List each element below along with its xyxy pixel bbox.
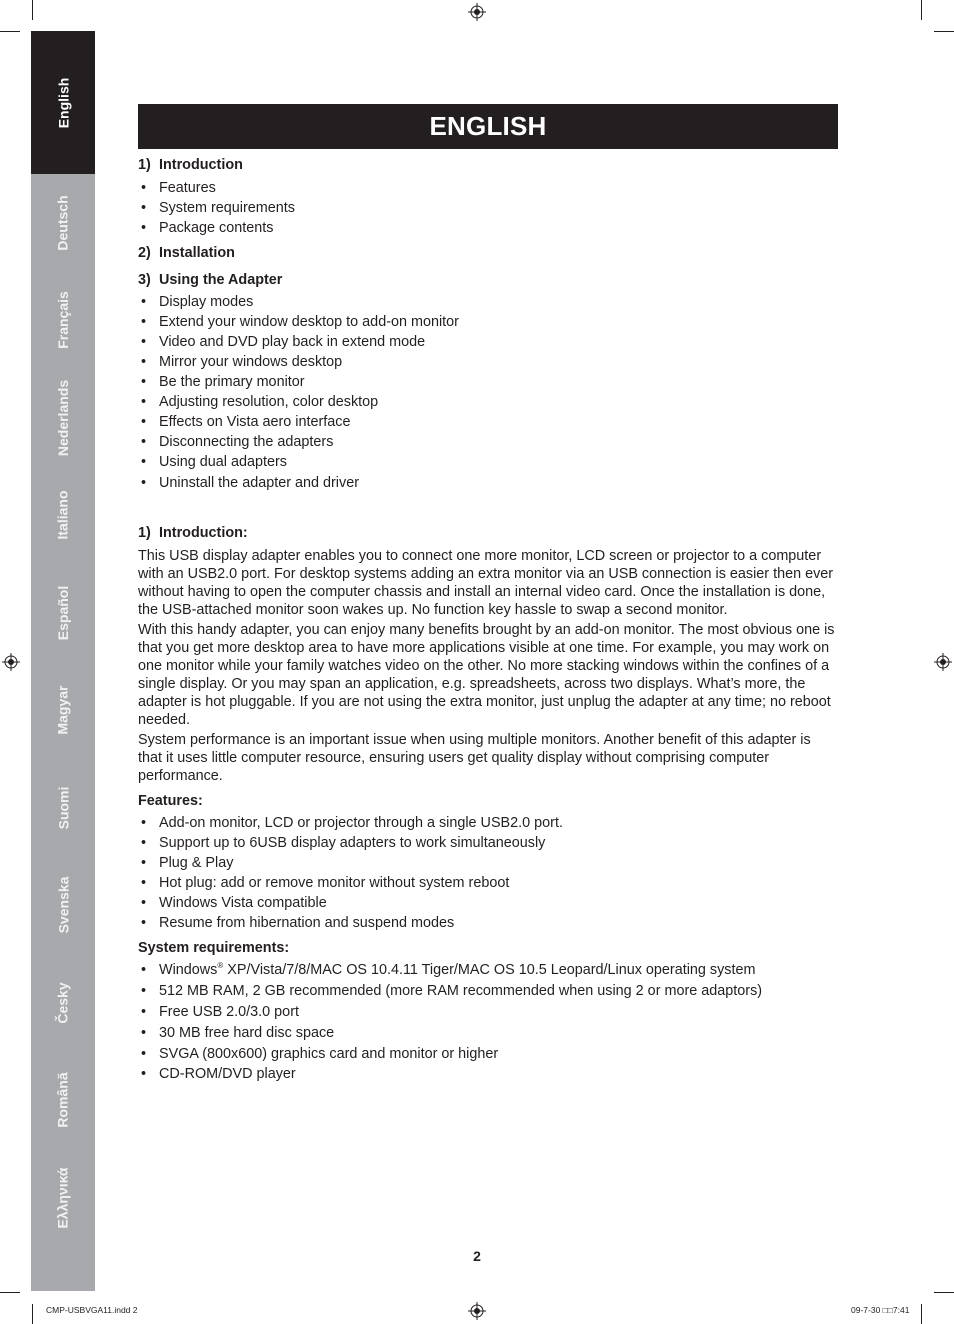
heading-number: 1) (138, 525, 151, 541)
os-prefix: Windows (159, 962, 218, 978)
tab-svenska[interactable] (31, 856, 95, 953)
list-item: • System requirements (138, 199, 838, 217)
list-item: • Extend your window desktop to add-on monitor (138, 313, 838, 331)
tab-label: Ελληνικά (55, 1166, 71, 1229)
list-item: • 512 MB RAM, 2 GB recommended (more RAM recommended when using 2 or more adaptors) (138, 982, 838, 1000)
features-list (138, 814, 838, 932)
list-item: • Support up to 6USB display adapters to work simultaneously (138, 834, 838, 852)
tab-nederlands[interactable] (31, 369, 95, 466)
list-item: • Mirror your windows desktop (138, 353, 838, 371)
intro-paragraph: With this handy adapter, you can enjoy many benefits brought by an add-on monitor. The most obvious one is that you get more desktop area to have more applications visible at one time. For example, you may work on one monitor while your family watches video on the other. No more stacking windows within the confines of a single display. Or you may span an application, e.g. spreadsheets, across two displays. What’s more, the adapter is hot pluggable. If you are not using the extra monitor, just unplug the adapter at any time; no reboot needed. (138, 622, 835, 728)
section-header (138, 104, 838, 149)
tab-label: Español (55, 585, 71, 640)
crop-mark (921, 1304, 922, 1324)
list-item: • Features (138, 179, 838, 197)
crop-mark (0, 31, 20, 32)
file-slug: CMP-USBVGA11.indd 2 (46, 1305, 138, 1315)
page-number: 2 (473, 1248, 481, 1264)
tab-label: English (55, 77, 71, 128)
crop-mark (0, 1292, 20, 1293)
features-heading: Features: (138, 793, 203, 809)
tab-english[interactable] (31, 31, 95, 174)
list-item: • Resume from hibernation and suspend modes (138, 914, 838, 932)
list-item: • Effects on Vista aero interface (138, 413, 838, 431)
list-item (138, 961, 838, 979)
list-item: • Adjusting resolution, color desktop (138, 393, 838, 411)
tab-deutsch[interactable] (31, 174, 95, 271)
heading-text: Introduction: (159, 525, 248, 541)
tab-label: Nederlands (55, 379, 71, 456)
crop-mark (934, 1292, 954, 1293)
crop-mark (934, 31, 954, 32)
toc-heading-using-adapter (138, 271, 838, 289)
intro-paragraph: System performance is an important issue when using multiple monitors. Another benefit of this adapter is that it uses little computer resource, ensuring users get quality display without comprising computer performance. (138, 732, 811, 784)
intro-heading (138, 524, 838, 542)
list-item: • Uninstall the adapter and driver (138, 474, 838, 492)
registration-mark-icon (468, 3, 486, 21)
toc-list-using-adapter (138, 293, 838, 492)
sysreq-list (138, 961, 838, 1083)
tab-label: Română (54, 1071, 71, 1128)
toc-heading-introduction (138, 156, 838, 174)
tab-suomi[interactable] (31, 759, 95, 856)
tab-espanol[interactable] (31, 564, 95, 661)
list-item: • Add-on monitor, LCD or projector through a single USB2.0 port. (138, 814, 838, 832)
page-title: ENGLISH (429, 111, 547, 141)
list-item: • Be the primary monitor (138, 373, 838, 391)
toc-heading-installation (138, 244, 838, 262)
date-slug: 09-7-30 □□7:41 (851, 1305, 910, 1315)
heading-text: Using the Adapter (159, 272, 283, 288)
main-content (138, 156, 838, 1083)
list-item: • Video and DVD play back in extend mode (138, 333, 838, 351)
list-item: • Windows Vista compatible (138, 894, 838, 912)
tab-label: Français (55, 290, 71, 349)
heading-number: 2) (138, 245, 151, 261)
tab-label: Svenska (54, 876, 71, 933)
tab-label: Magyar (55, 684, 71, 735)
crop-mark (32, 1304, 33, 1324)
crop-mark (921, 0, 922, 20)
tab-label: Deutsch (54, 194, 71, 251)
toc-list-introduction (138, 179, 838, 237)
registration-mark-icon (468, 1302, 486, 1320)
list-item: • 30 MB free hard disc space (138, 1024, 838, 1042)
list-item: • Using dual adapters (138, 453, 838, 471)
heading-text: Introduction (159, 157, 243, 173)
tab-label: Italiano (54, 489, 71, 540)
registration-mark-icon (2, 653, 20, 671)
language-tab-bar (31, 31, 95, 1291)
sysreq-heading: System requirements: (138, 940, 290, 956)
heading-text: Installation (159, 245, 235, 261)
list-item: • Package contents (138, 219, 838, 237)
os-list: XP/Vista/7/8/MAC OS 10.4.11 Tiger/MAC OS 10.5 Leopard/Linux operating system (223, 962, 756, 978)
heading-number: 3) (138, 272, 151, 288)
tab-francais[interactable] (31, 271, 95, 368)
heading-number: 1) (138, 157, 151, 173)
list-item: • Hot plug: add or remove monitor without system reboot (138, 874, 838, 892)
list-item: • CD-ROM/DVD player (138, 1065, 838, 1083)
tab-greek[interactable] (31, 1149, 95, 1246)
list-item: • Disconnecting the adapters (138, 433, 838, 451)
list-item: • Free USB 2.0/3.0 port (138, 1003, 838, 1021)
crop-mark (32, 0, 33, 20)
tab-italiano[interactable] (31, 466, 95, 563)
list-item: • Display modes (138, 293, 838, 311)
tab-cesky[interactable] (31, 954, 95, 1051)
list-item: • Plug & Play (138, 854, 838, 872)
tab-magyar[interactable] (31, 661, 95, 758)
intro-paragraph: This USB display adapter enables you to connect one more monitor, LCD screen or projector to a computer with an USB2.0 port. For desktop systems adding an extra monitor via an USB connection is easier then ever without having to open the computer chassis and install an internal video card. Once the installation is done, the USB-attached monitor soon wakes up. No function key hassle to swap a second monitor. (138, 548, 834, 618)
registered-mark: ® (217, 961, 224, 970)
tab-label: Suomi (55, 786, 71, 829)
registration-mark-icon (934, 653, 952, 671)
list-item: • SVGA (800x600) graphics card and monitor or higher (138, 1045, 838, 1063)
tab-label: Česky (54, 981, 71, 1024)
tab-romana[interactable] (31, 1051, 95, 1148)
